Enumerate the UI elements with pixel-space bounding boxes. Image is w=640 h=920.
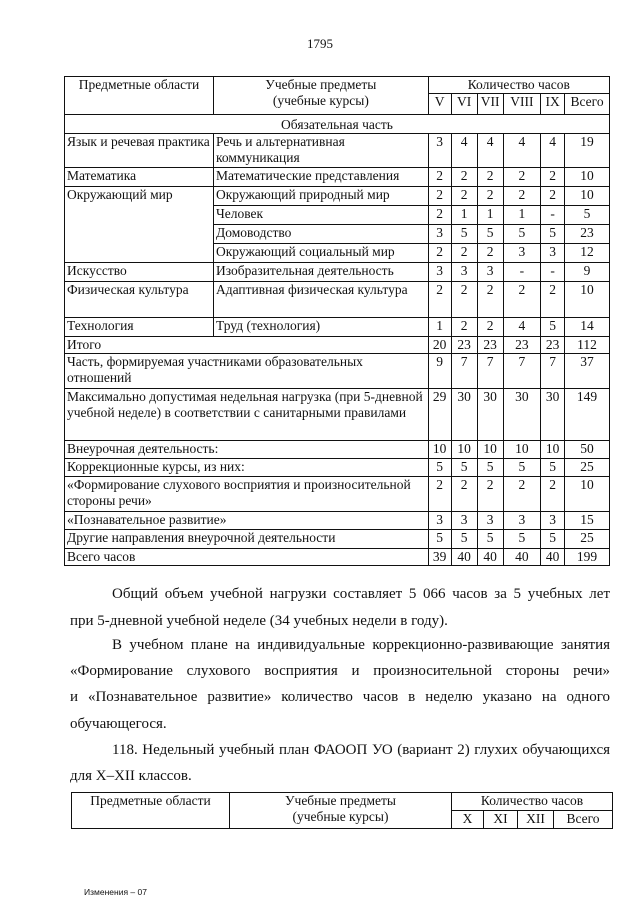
subject-cell: Адаптивная физическая культура [214,282,429,318]
hours-cell: 10 [428,441,451,459]
hours-cell: 2 [503,282,541,318]
subject-cell: Изобразительная деятельность [214,263,429,282]
hours-cell: 3 [428,512,451,530]
hours-cell: 5 [451,459,477,477]
hours-cell: 4 [503,318,541,337]
hours-cell: 1 [451,206,477,225]
hours-cell: 40 [477,549,503,566]
header-grade: VI [451,94,477,115]
summary-label-cell: «Формирование слухового восприятия и произносительной стороны речи» [65,477,429,512]
hours-cell: 2 [477,477,503,512]
hours-cell: 23 [541,337,565,354]
hours-cell: 2 [503,187,541,206]
hours-cell: 5 [503,459,541,477]
subject-area-cell: Искусство [65,263,214,282]
hours-cell: 3 [541,512,565,530]
hours-cell: 5 [541,459,565,477]
header-grade: XI [484,811,518,829]
hours-cell: 23 [477,337,503,354]
hours-cell: 5 [503,530,541,549]
hours-cell: 7 [541,354,565,389]
hours-cell: 9 [428,354,451,389]
hours-cell: 2 [477,187,503,206]
summary-row [65,549,610,566]
hours-cell: 2 [428,244,451,263]
hours-cell: 30 [451,389,477,441]
hours-cell: 3 [451,263,477,282]
summary-row [65,530,610,549]
paragraph-section-118 [70,741,610,760]
hours-cell: 9 [565,263,610,282]
subject-cell: Домоводство [214,225,429,244]
paragraph-individual-classes [70,636,610,655]
summary-label-cell: Всего часов [65,549,429,566]
hours-cell: 3 [428,134,451,168]
subject-area-cell: Язык и речевая практика [65,134,214,168]
hours-cell: 14 [565,318,610,337]
hours-cell: 3 [477,512,503,530]
hours-cell: 3 [503,244,541,263]
subject-area-cell: Физическая культура [65,282,214,318]
hours-cell: 2 [451,318,477,337]
header-hours: Количество часов [452,793,613,811]
subject-cell: Окружающий природный мир [214,187,429,206]
hours-cell: 19 [565,134,610,168]
header-subject-areas: Предметные области [72,793,230,829]
hours-cell: 7 [477,354,503,389]
hours-cell: 5 [451,225,477,244]
table-row [65,263,610,282]
hours-cell: 5 [428,459,451,477]
hours-cell: 40 [451,549,477,566]
hours-cell: 5 [477,459,503,477]
hours-cell: 2 [451,244,477,263]
hours-cell: 5 [451,530,477,549]
summary-row [65,477,610,512]
paragraph-line: 118. Недельный учебный план ФАООП УО (вариант 2) глухих обучающихся [112,742,610,758]
hours-cell: 25 [565,459,610,477]
header-subject-areas: Предметные области [65,77,214,115]
table-row [65,318,610,337]
hours-cell: 37 [565,354,610,389]
hours-cell: 7 [451,354,477,389]
subject-cell: Труд (технология) [214,318,429,337]
curriculum-table-v-ix [64,76,610,566]
header-subjects-line2: (учебные курсы) [292,809,389,824]
hours-cell: 149 [565,389,610,441]
hours-cell: 10 [565,282,610,318]
summary-row [65,337,610,354]
header-grade: VII [477,94,503,115]
summary-label-cell: Другие направления внеурочной деятельности [65,530,429,549]
header-subjects [230,793,452,829]
hours-cell: 2 [477,282,503,318]
hours-cell: 7 [503,354,541,389]
hours-cell: - [541,263,565,282]
header-hours: Количество часов [428,77,609,94]
header-subjects [214,77,429,115]
hours-cell: 5 [428,530,451,549]
header-grade: IX [541,94,565,115]
header-subjects-line1: Учебные предметы [284,793,397,808]
summary-label-cell: Итого [65,337,429,354]
hours-cell: 4 [477,134,503,168]
hours-cell: 2 [477,168,503,187]
hours-cell: 2 [541,187,565,206]
hours-cell: - [503,263,541,282]
summary-row [65,512,610,530]
hours-cell: 5 [541,225,565,244]
hours-cell: 10 [565,187,610,206]
hours-cell: 5 [541,530,565,549]
hours-cell: 3 [428,263,451,282]
summary-label-cell: Внеурочная деятельность: [65,441,429,459]
hours-cell: 2 [451,282,477,318]
hours-cell: 3 [503,512,541,530]
subject-area-cell: Окружающий мир [65,187,214,263]
table-row [65,187,610,206]
header-grade: X [452,811,484,829]
paragraph-line-wrap [70,662,610,681]
hours-cell: 2 [541,477,565,512]
hours-cell: 10 [477,441,503,459]
curriculum-table-x-xii [71,792,613,829]
hours-cell: 40 [503,549,541,566]
summary-label-cell: Часть, формируемая участниками образовательных отношений [65,354,429,389]
hours-cell: 2 [428,187,451,206]
hours-cell: 2 [503,477,541,512]
hours-cell: 2 [428,168,451,187]
hours-cell: 2 [428,282,451,318]
hours-cell: 2 [451,168,477,187]
hours-cell: 2 [451,477,477,512]
hours-cell: 29 [428,389,451,441]
header-grade: Всего [554,811,613,829]
paragraph-line: и «Познавательное развитие» количество часов в неделю указано на одного [70,689,610,705]
summary-row [65,459,610,477]
paragraph-line: В учебном плане на индивидуальные коррекционно-развивающие занятия [112,637,610,653]
subject-cell: Речь и альтернативная коммуникация [214,134,429,168]
hours-cell: 12 [565,244,610,263]
hours-cell: 2 [477,244,503,263]
footer-revision: Изменения – 07 [84,887,147,897]
hours-cell: 10 [565,168,610,187]
subject-cell: Окружающий социальный мир [214,244,429,263]
table-row [65,282,610,318]
hours-cell: 5 [477,530,503,549]
summary-label-cell: Коррекционные курсы, из них: [65,459,429,477]
header-grade: VIII [503,94,541,115]
hours-cell: 25 [565,530,610,549]
hours-cell: 112 [565,337,610,354]
hours-cell: 10 [503,441,541,459]
summary-row [65,354,610,389]
hours-cell: 2 [541,168,565,187]
hours-cell: 5 [477,225,503,244]
hours-cell: 4 [503,134,541,168]
hours-cell: 4 [541,134,565,168]
paragraph-line: «Формирование слухового восприятия и произносительной стороны речи» [70,663,610,679]
paragraph-line-wrap [70,612,610,631]
hours-cell: 39 [428,549,451,566]
hours-cell: 5 [541,318,565,337]
summary-row [65,441,610,459]
paragraph-line: Общий объем учебной нагрузки составляет 5 066 часов за 5 учебных лет [112,586,610,602]
paragraph-line: при 5-дневной учебной неделе (34 учебных недели в году). [70,613,448,629]
table-row [65,168,610,187]
paragraph-line: для X–XII классов. [70,768,192,784]
hours-cell: 40 [541,549,565,566]
hours-cell: 2 [477,318,503,337]
paragraph-total-load [70,585,610,604]
hours-cell: 23 [503,337,541,354]
table-row [65,134,610,168]
hours-cell: 30 [477,389,503,441]
hours-cell: 23 [451,337,477,354]
hours-cell: 10 [565,477,610,512]
paragraph-line: обучающегося. [70,716,167,732]
paragraph-line-wrap [70,688,610,707]
hours-cell: 5 [565,206,610,225]
hours-cell: 3 [541,244,565,263]
hours-cell: 2 [428,477,451,512]
header-subjects-line2: (учебные курсы) [272,93,369,108]
hours-cell: 3 [477,263,503,282]
header-grade: Всего [565,94,610,115]
hours-cell: 4 [451,134,477,168]
subject-area-cell: Технология [65,318,214,337]
hours-cell: 50 [565,441,610,459]
hours-cell: 10 [541,441,565,459]
hours-cell: 2 [541,282,565,318]
summary-label-cell: «Познавательное развитие» [65,512,429,530]
subject-area-cell: Математика [65,168,214,187]
hours-cell: 2 [451,187,477,206]
hours-cell: 2 [503,168,541,187]
hours-cell: 3 [451,512,477,530]
hours-cell: - [541,206,565,225]
hours-cell: 1 [477,206,503,225]
page-number: 1795 [307,36,333,51]
summary-label-cell: Максимально допустимая недельная нагрузка (при 5-дневной учебной неделе) в соответствии с санитарными правилами [65,389,429,441]
hours-cell: 20 [428,337,451,354]
hours-cell: 2 [428,206,451,225]
hours-cell: 30 [503,389,541,441]
header-grade: XII [518,811,554,829]
paragraph-line-wrap [70,715,610,734]
hours-cell: 15 [565,512,610,530]
hours-cell: 1 [503,206,541,225]
hours-cell: 23 [565,225,610,244]
subject-cell: Математические представления [214,168,429,187]
hours-cell: 30 [541,389,565,441]
hours-cell: 1 [428,318,451,337]
header-grade: V [428,94,451,115]
hours-cell: 10 [451,441,477,459]
header-subjects-line1: Учебные предметы [265,77,377,92]
summary-row [65,389,610,441]
hours-cell: 5 [503,225,541,244]
subject-cell: Человек [214,206,429,225]
paragraph-line-wrap [70,767,610,786]
hours-cell: 3 [428,225,451,244]
mandatory-part-title: Обязательная часть [65,115,610,134]
hours-cell: 199 [565,549,610,566]
